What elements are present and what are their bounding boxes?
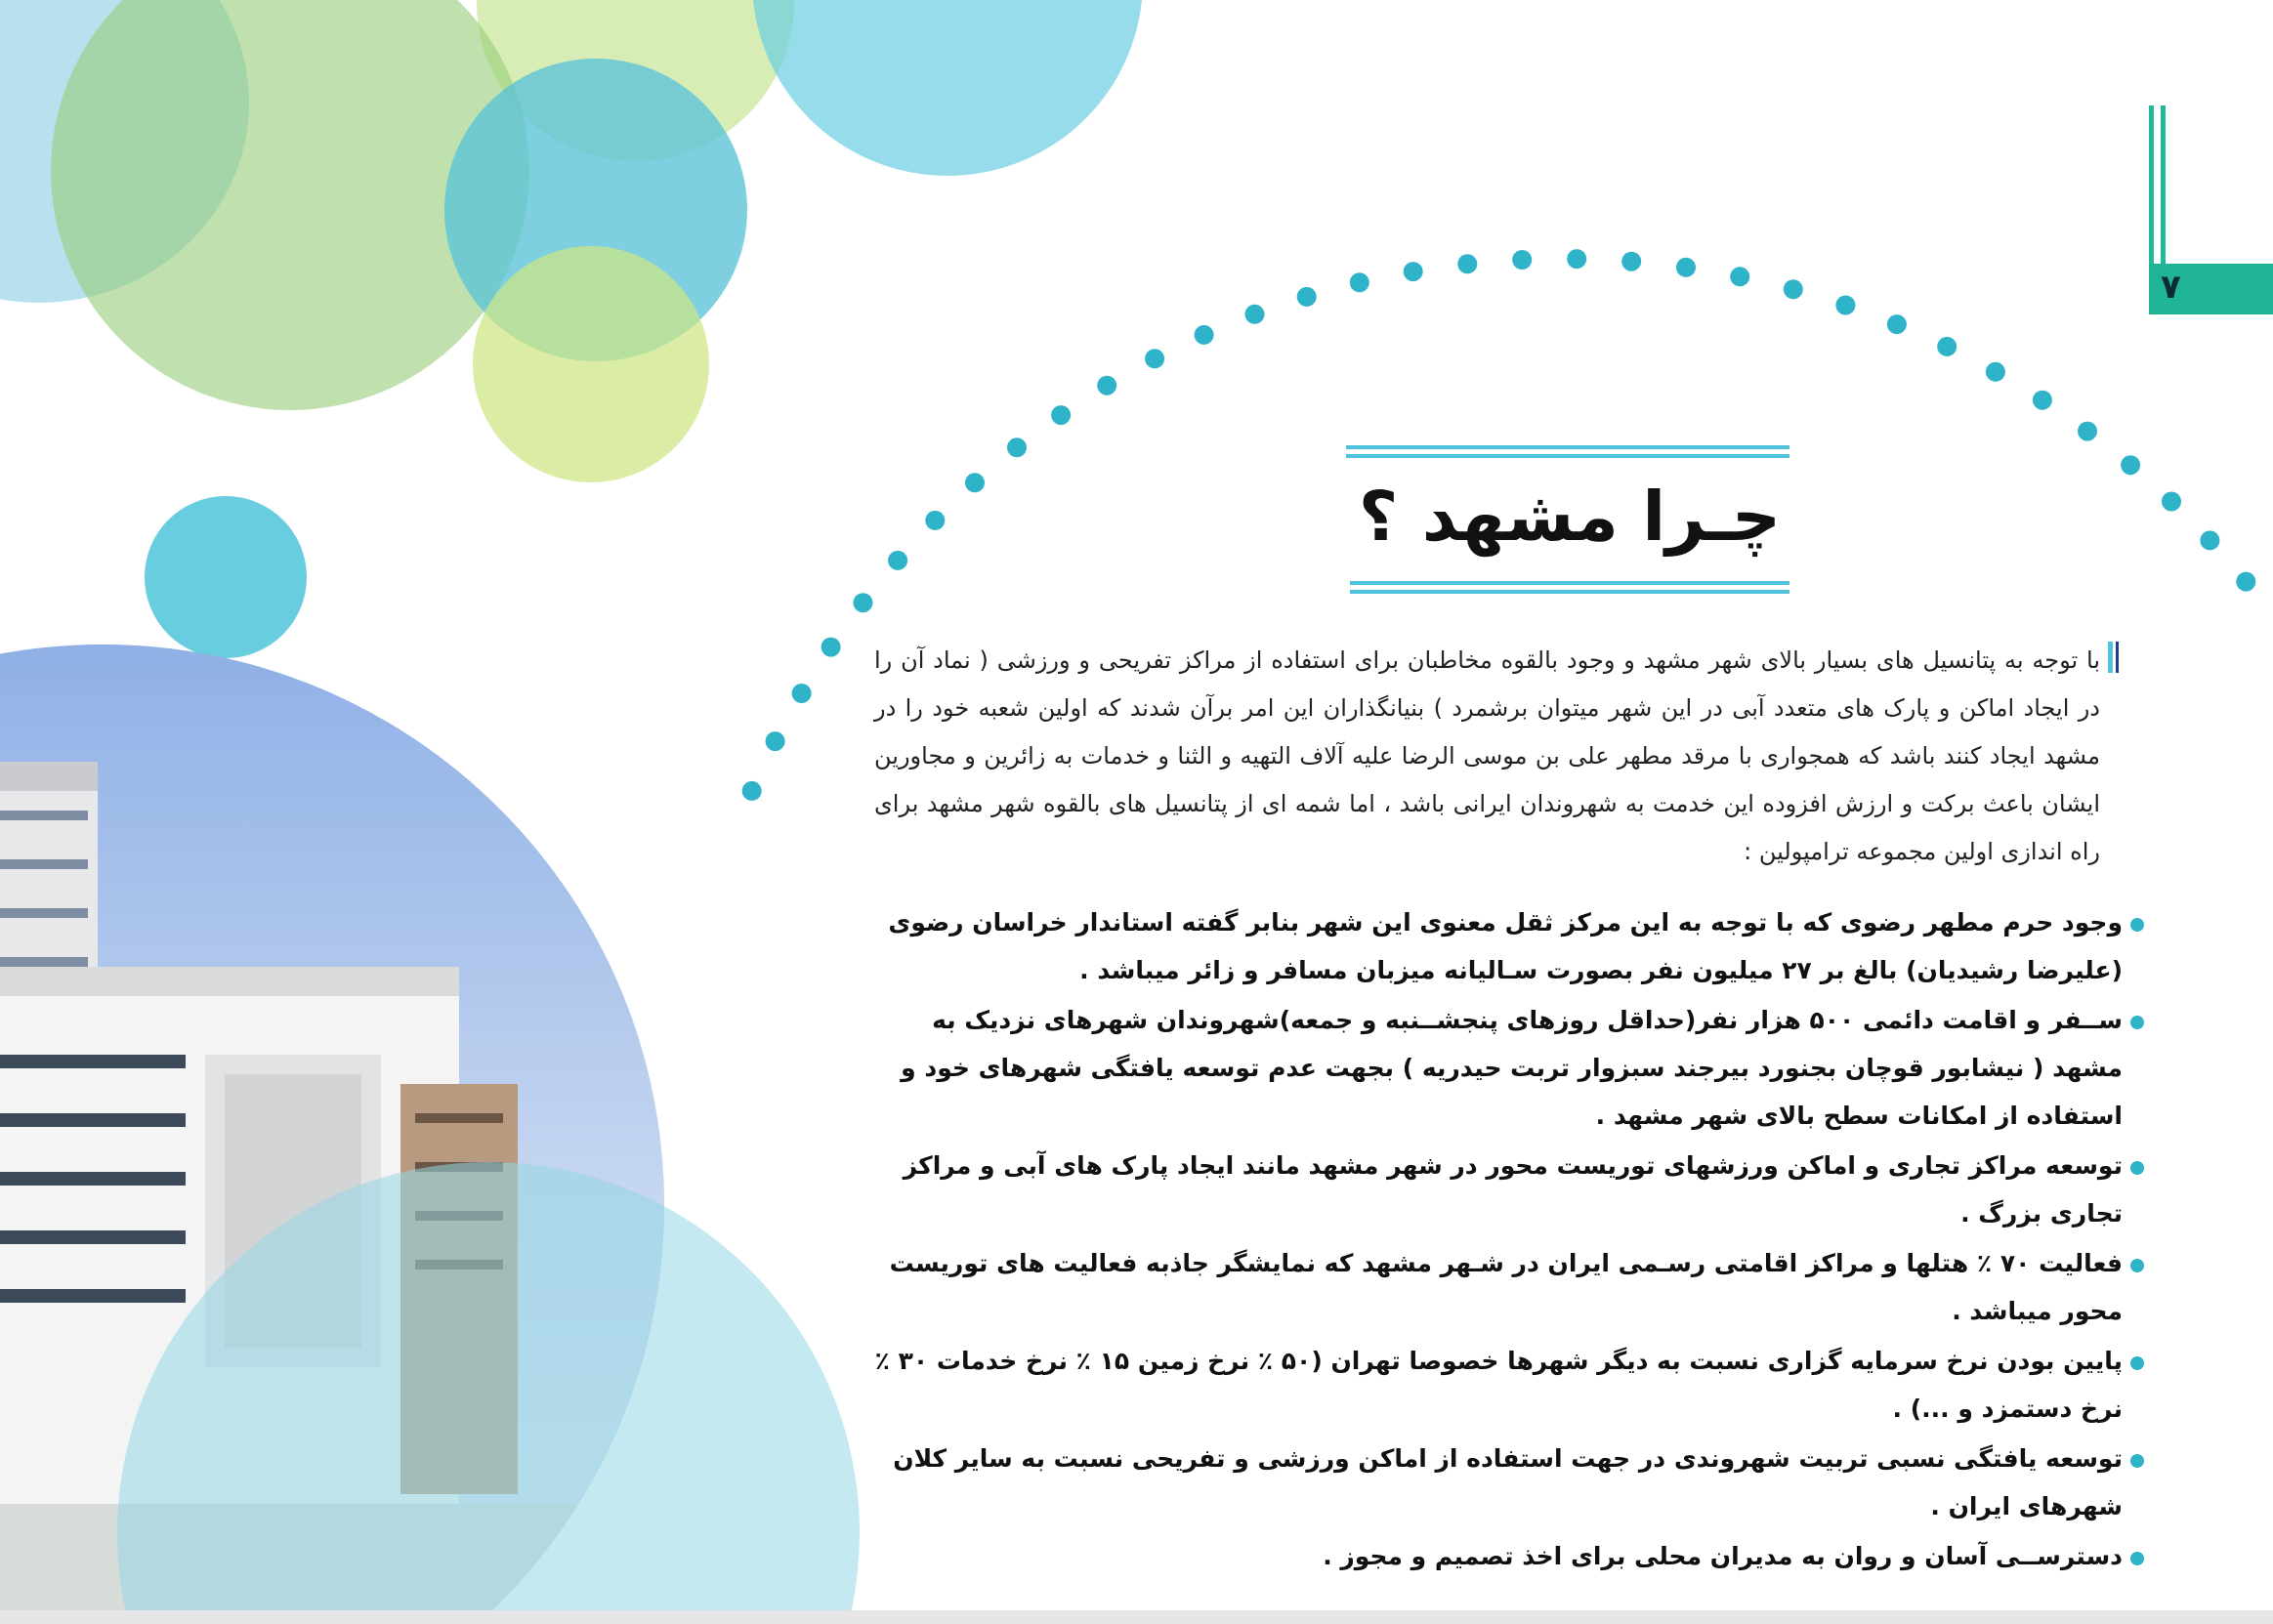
arc-dot <box>1097 376 1116 396</box>
title-rule-bottom-1 <box>1350 581 1789 585</box>
arc-dot <box>1007 437 1027 457</box>
arc-dot <box>766 731 785 751</box>
arc-dot <box>1145 349 1164 368</box>
title-rule-top-1 <box>1346 445 1789 449</box>
arc-dot <box>1676 258 1696 277</box>
list-item: وجود حرم مطهر رضوی که با توجه به این مرکز ثقل معنوی این شهر بنابر گفته استاندار خراسان رضوی (علیرضا رشیدیان) بالغ بر ۲۷ میلیون نفر بصورت سـالیانه میزبان مسافر و زائر میباشد . <box>855 898 2144 994</box>
arc-dot <box>1835 296 1855 315</box>
bullet-dot-icon <box>2130 1161 2144 1175</box>
page-tab-line-2 <box>2161 105 2166 271</box>
list-item: پایین بودن نرخ سرمایه گزاری نسبت به دیگر شهرها خصوصا تهران (۵۰ ٪ نرخ زمین ۱۵ ٪ نرخ خدمات ۳۰ ٪ نرخ دستمزد و ...) . <box>855 1337 2144 1433</box>
page-title: چـرا مشهد ؟ <box>1358 477 1782 557</box>
arc-dot <box>1512 250 1532 270</box>
arc-dot <box>1887 314 1907 334</box>
arc-dot <box>1784 279 1803 299</box>
arc-dot <box>1404 262 1423 281</box>
intro-marker-navy <box>2116 642 2119 673</box>
arc-dot <box>1567 249 1586 269</box>
list-item: توسعه یافتگی نسبی تربیت شهروندی در جهت استفاده از اماکن ورزشی و تفریحی نسبت به سایر کلان شهرهای ایران . <box>855 1435 2144 1530</box>
arc-dot <box>2121 455 2140 475</box>
list-item: توسعه مراکز تجاری و اماکن ورزشهای توریست محور در شهر مشهد مانند ایجاد پارک های آبی و مراکز تجاری بزرگ . <box>855 1142 2144 1237</box>
arc-dot <box>1937 337 1957 356</box>
arc-dot <box>925 511 945 530</box>
arc-dot <box>965 473 985 492</box>
arc-dot <box>854 593 873 612</box>
bullet-dot-icon <box>2130 1454 2144 1468</box>
arc-dot <box>1621 252 1641 271</box>
title-rule-top-2 <box>1346 454 1789 458</box>
arc-dot <box>2236 572 2255 592</box>
arc-dot <box>2078 422 2097 441</box>
arc-dot <box>1986 362 2005 382</box>
arc-dot <box>1457 254 1477 273</box>
list-item: دسترســی آسان و روان به مدیران محلی برای اخذ تصمیم و مجوز . <box>855 1532 2144 1580</box>
list-item: ســفر و اقامت دائمی ۵۰۰ هزار نفر(حداقل روزهای پنجشــنبه و جمعه)شهروندان شهرهای نزدیک به مشهد ( نیشابور قوچان بجنورد بیرجند سبزوار تربت حیدریه ) بجهت عدم توسعه یافتگی شهرهای خود و استفاده از امکانات سطح بالای شهر مشهد . <box>855 996 2144 1140</box>
arc-dot <box>1195 325 1214 345</box>
bullet-dot-icon <box>2130 918 2144 932</box>
bullet-dot-icon <box>2130 1016 2144 1029</box>
arc-dot <box>1297 287 1317 307</box>
arc-dot <box>742 781 762 801</box>
bullet-list <box>855 898 2144 1582</box>
list-item: فعالیت ۷۰ ٪ هتلها و مراکز اقامتی رسـمی ایران در شـهر مشهد که نمایشگر جاذبه فعالیت های توریست محور میباشد . <box>855 1239 2144 1335</box>
arc-dot <box>1730 267 1749 286</box>
bullet-dot-icon <box>2130 1552 2144 1565</box>
bullet-dot-icon <box>2130 1259 2144 1272</box>
arc-dot <box>1051 405 1071 425</box>
page-tab-line-1 <box>2149 105 2154 271</box>
arc-dot <box>1350 272 1369 292</box>
arc-dot <box>2033 391 2052 410</box>
bottom-strip <box>0 1610 2273 1624</box>
intro-paragraph: با توجه به پتانسیل های بسیار بالای شهر مشهد و وجود بالقوه مخاطبان برای استفاده از مراکز تفریحی و ورزشی ( نماد آن را در ایجاد اماکن و پارک های متعدد آبی در این شهر میتوان برشمرد ) بنیانگذاران این امر برآن شدند که اولین شعبه خود را در مشهد ایجاد کنند باشد که همجواری با مرقد مطهر علی بن موسی الرضا علیه آلاف التهیه و الثنا و خدمات به زائرین و مجاورین ایشان باعث برکت و ارزش افزوده این خدمت به شهروندان ایرانی باشد ، اما شمه ای از پتانسیل های بالقوه شهر مشهد برای راه اندازی اولین مجموعه ترامپولین : <box>874 646 2100 865</box>
arc-dot <box>821 638 841 657</box>
page-number: ۷ <box>2161 268 2181 307</box>
arc-dot <box>792 684 812 703</box>
title-rule-bottom-2 <box>1350 590 1789 594</box>
bullet-dot-icon <box>2130 1356 2144 1370</box>
arc-dot <box>1245 305 1265 324</box>
arc-dot <box>888 551 907 570</box>
arc-dot <box>2162 492 2181 512</box>
arc-dot <box>2200 530 2219 550</box>
intro-marker-cyan <box>2108 642 2113 673</box>
